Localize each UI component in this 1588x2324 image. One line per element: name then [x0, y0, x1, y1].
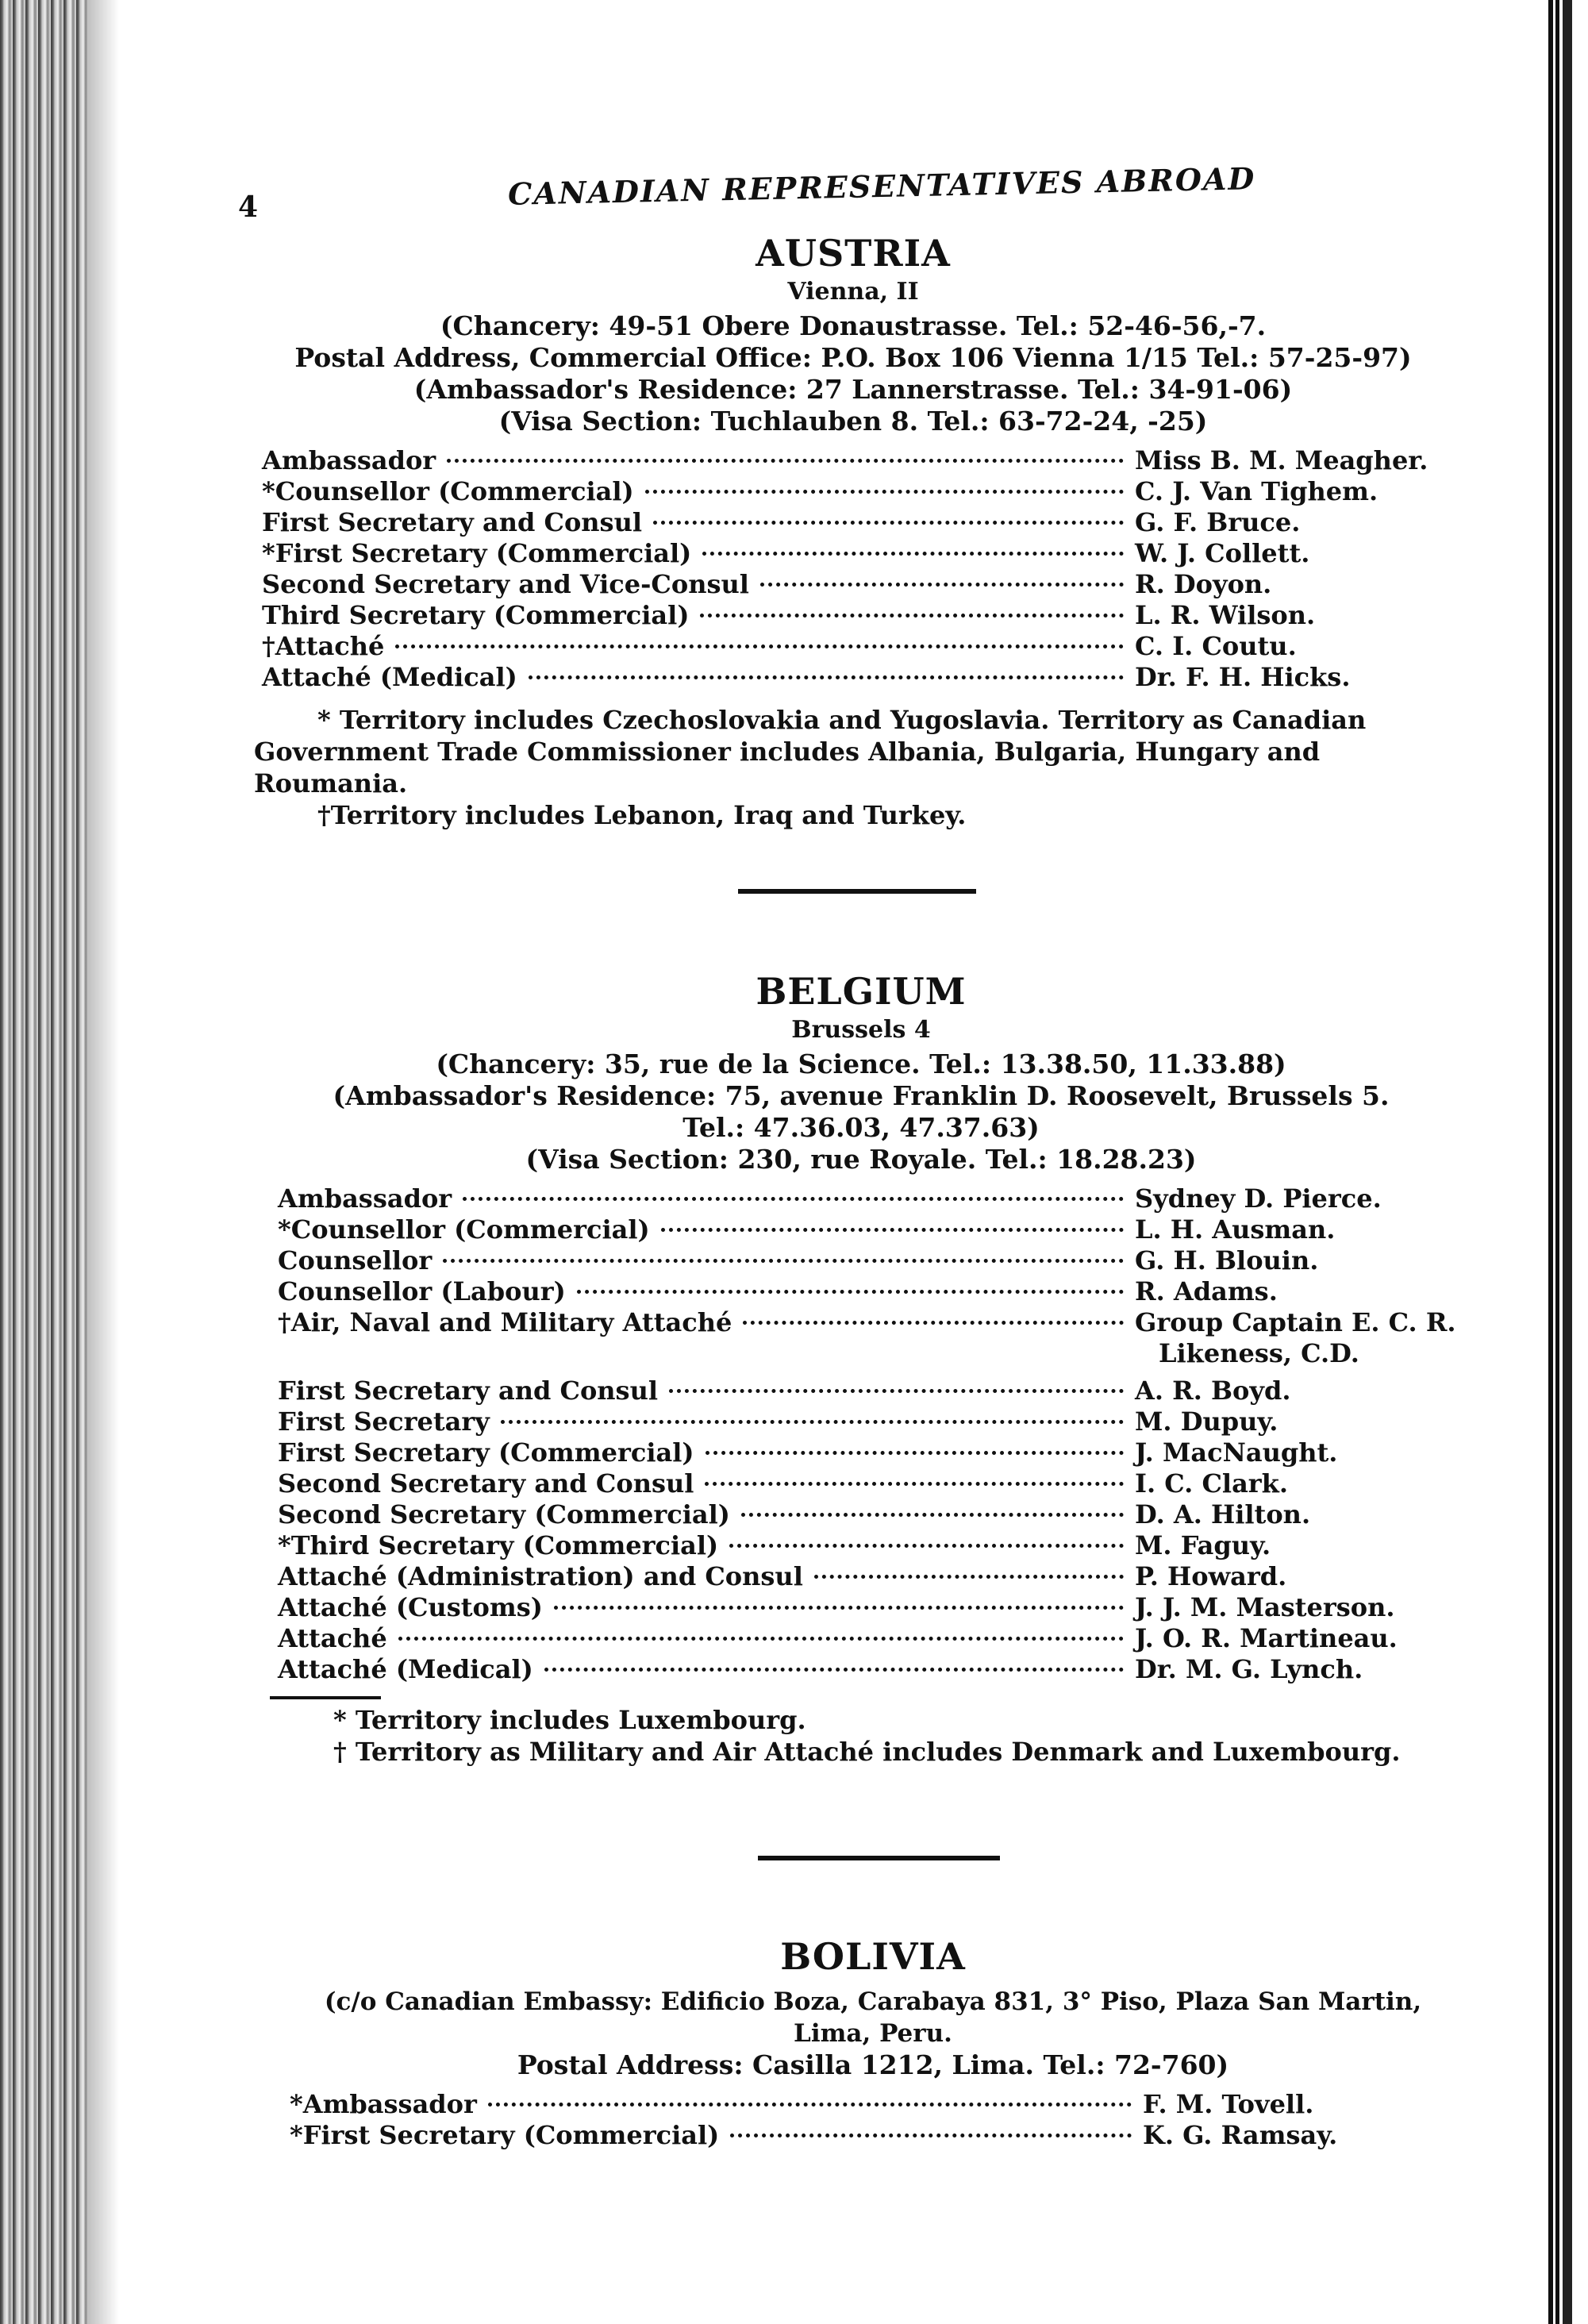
running-head: CANADIAN REPRESENTATIVES ABROAD — [507, 160, 1256, 212]
staff-name: R. Doyon. — [1135, 569, 1272, 599]
section-austria — [254, 232, 1452, 831]
leader-dots — [730, 2134, 1132, 2137]
leader-dots — [705, 1482, 1124, 1486]
staff-list — [254, 445, 1452, 693]
city-heading: Vienna, II — [787, 278, 919, 306]
staff-title: †Air, Naval and Military Attaché — [278, 1307, 732, 1337]
staff-row — [278, 1183, 1452, 1214]
staff-row — [278, 1406, 1452, 1437]
staff-name: K. G. Ramsay. — [1143, 2120, 1338, 2150]
staff-name: M. Faguy. — [1135, 1530, 1271, 1560]
staff-row — [278, 1530, 1452, 1561]
staff-name: Sydney D. Pierce. — [1135, 1183, 1382, 1214]
country-heading: AUSTRIA — [756, 232, 951, 275]
staff-row — [262, 662, 1452, 693]
leader-dots — [398, 1637, 1124, 1641]
staff-name: G. F. Bruce. — [1135, 507, 1301, 537]
staff-name: Likeness, C.D. — [1159, 1338, 1359, 1368]
address-line: Tel.: 47.36.03, 47.37.63) — [682, 1112, 1040, 1143]
staff-row — [278, 1592, 1452, 1623]
staff-name: L. H. Ausman. — [1135, 1214, 1336, 1245]
staff-row — [278, 1276, 1452, 1307]
staff-row — [278, 1468, 1452, 1499]
staff-name: J. O. R. Martineau. — [1135, 1623, 1398, 1653]
staff-title: Second Secretary and Consul — [278, 1468, 694, 1499]
staff-title: *Counsellor (Commercial) — [262, 476, 634, 506]
footnote-rule — [270, 1696, 381, 1699]
leader-dots — [577, 1290, 1124, 1294]
scan-shadow-left — [87, 0, 119, 2324]
address-line: (Ambassador's Residence: 27 Lannerstrasse. Tel.: 34-91-06) — [413, 374, 1293, 405]
page-number: 4 — [238, 190, 259, 224]
staff-name: P. Howard. — [1135, 1561, 1287, 1591]
staff-name: M. Dupuy. — [1135, 1406, 1278, 1437]
staff-name: J. J. M. Masterson. — [1135, 1592, 1395, 1622]
scan-binding-edge-right — [1548, 0, 1572, 2324]
leader-dots — [645, 490, 1124, 494]
address-block — [286, 1986, 1460, 2081]
staff-row — [278, 1307, 1456, 1338]
staff-title: *Third Secretary (Commercial) — [278, 1530, 719, 1560]
staff-title: Ambassador — [278, 1183, 452, 1214]
staff-title: Attaché (Customs) — [278, 1592, 543, 1622]
leader-dots — [729, 1544, 1124, 1548]
city-heading: Brussels 4 — [791, 1016, 931, 1044]
staff-name: W. J. Collett. — [1135, 538, 1310, 568]
staff-row-continuation — [278, 1338, 1452, 1369]
address-line: Postal Address: Casilla 1212, Lima. Tel.: 72-760) — [517, 2049, 1229, 2080]
staff-name: Dr. F. H. Hicks. — [1135, 662, 1351, 692]
footnote: * Territory includes Luxembourg. — [333, 1705, 806, 1735]
address-line: Postal Address, Commercial Office: P.O. Box 106 Vienna 1/15 Tel.: 57-25-97) — [294, 342, 1412, 373]
leader-dots — [706, 1451, 1124, 1455]
footnote: † Territory as Military and Air Attaché includes Denmark and Luxembourg. — [333, 1737, 1401, 1767]
staff-title: Second Secretary and Vice-Consul — [262, 569, 749, 599]
staff-title: *First Secretary (Commercial) — [290, 2120, 720, 2150]
address-line: (c/o Canadian Embassy: Edificio Boza, Carabaya 831, 3° Piso, Plaza San Martin, Lima, Peru. — [324, 1987, 1422, 2048]
leader-dots — [669, 1389, 1124, 1393]
address-line: (Visa Section: Tuchlauben 8. Tel.: 63-72-24, -25) — [498, 406, 1208, 437]
staff-row — [278, 1654, 1452, 1685]
staff-row — [262, 476, 1452, 507]
staff-row — [262, 507, 1452, 538]
staff-title: Counsellor — [278, 1245, 433, 1276]
staff-title: Ambassador — [262, 445, 436, 475]
footnote: †Territory includes Lebanon, Iraq and Turkey. — [317, 800, 967, 830]
leader-dots — [741, 1513, 1124, 1517]
staff-title: Attaché (Administration) and Consul — [278, 1561, 803, 1591]
leader-dots — [814, 1575, 1124, 1579]
section-divider — [758, 1856, 1000, 1860]
staff-title: *First Secretary (Commercial) — [262, 538, 692, 568]
staff-name: Dr. M. G. Lynch. — [1135, 1654, 1363, 1684]
leader-dots — [463, 1197, 1124, 1201]
country-heading: BOLIVIA — [780, 1935, 966, 1978]
staff-title: First Secretary — [278, 1406, 490, 1437]
leader-dots — [501, 1420, 1124, 1424]
staff-row — [278, 1499, 1452, 1530]
leader-dots — [702, 552, 1124, 556]
staff-name: C. J. Van Tighem. — [1135, 476, 1378, 506]
leader-dots — [760, 583, 1124, 587]
address-line: (Chancery: 35, rue de la Science. Tel.: 13.38.50, 11.33.88) — [436, 1048, 1286, 1079]
staff-title: †Attaché — [262, 631, 385, 661]
leader-dots — [661, 1228, 1124, 1232]
staff-title: *Ambassador — [290, 2089, 477, 2119]
footnote: * Territory includes Czechoslovakia and Yugoslavia. Territory as Canadian Government Trade Commissioner includes Albania, Bulgaria, Hungary and Roumania. — [254, 705, 1367, 798]
section-belgium — [270, 970, 1456, 1768]
staff-title: First Secretary and Consul — [278, 1376, 658, 1406]
staff-row — [278, 1623, 1452, 1654]
staff-name: C. I. Coutu. — [1135, 631, 1297, 661]
staff-title: First Secretary and Consul — [262, 507, 642, 537]
staff-name: A. R. Boyd. — [1135, 1376, 1291, 1406]
staff-name: J. MacNaught. — [1135, 1437, 1338, 1468]
staff-row — [262, 631, 1452, 662]
address-block — [270, 1048, 1452, 1175]
staff-title: Attaché (Medical) — [278, 1654, 533, 1684]
address-block — [254, 310, 1452, 437]
section-divider — [738, 889, 976, 894]
leader-dots — [447, 459, 1124, 463]
staff-list — [270, 1183, 1456, 1685]
staff-row — [278, 1245, 1452, 1276]
staff-row — [262, 569, 1452, 600]
staff-row — [290, 2120, 1460, 2151]
address-line: (Visa Section: 230, rue Royale. Tel.: 18.28.23) — [525, 1144, 1197, 1175]
staff-name: R. Adams. — [1135, 1276, 1278, 1306]
footnotes — [254, 704, 1452, 831]
scan-binding-edge-left — [0, 0, 87, 2324]
staff-title: Attaché (Medical) — [262, 662, 517, 692]
staff-row — [278, 1376, 1452, 1406]
leader-dots — [395, 644, 1124, 648]
staff-title: Counsellor (Labour) — [278, 1276, 566, 1306]
staff-name: F. M. Tovell. — [1143, 2089, 1314, 2119]
section-bolivia — [286, 1935, 1460, 2151]
staff-row — [262, 538, 1452, 569]
leader-dots — [653, 521, 1124, 525]
staff-name: I. C. Clark. — [1135, 1468, 1288, 1499]
staff-row — [278, 1437, 1452, 1468]
staff-title: *Counsellor (Commercial) — [278, 1214, 650, 1245]
leader-dots — [554, 1606, 1124, 1610]
staff-title: Third Secretary (Commercial) — [262, 600, 690, 630]
staff-row — [278, 1214, 1452, 1245]
staff-row — [262, 600, 1452, 631]
leader-dots — [700, 614, 1124, 618]
staff-row — [262, 445, 1452, 476]
staff-name: G. H. Blouin. — [1135, 1245, 1319, 1276]
staff-row — [290, 2089, 1460, 2120]
leader-dots — [488, 2103, 1132, 2107]
staff-title: Second Secretary (Commercial) — [278, 1499, 730, 1529]
staff-title: First Secretary (Commercial) — [278, 1437, 694, 1468]
footnotes — [270, 1696, 1452, 1768]
staff-name: L. R. Wilson. — [1135, 600, 1316, 630]
address-line: (Ambassador's Residence: 75, avenue Franklin D. Roosevelt, Brussels 5. — [333, 1080, 1390, 1111]
staff-name: Group Captain E. C. R. — [1135, 1307, 1456, 1337]
staff-row — [278, 1561, 1452, 1592]
address-line: (Chancery: 49-51 Obere Donaustrasse. Tel.: 52-46-56,-7. — [440, 310, 1267, 341]
leader-dots — [743, 1321, 1124, 1325]
country-heading: BELGIUM — [756, 970, 967, 1013]
staff-list — [286, 2089, 1460, 2151]
leader-dots — [529, 675, 1124, 679]
leader-dots — [544, 1668, 1124, 1672]
staff-name: D. A. Hilton. — [1135, 1499, 1311, 1529]
staff-name: Miss B. M. Meagher. — [1135, 445, 1428, 475]
staff-title: Attaché — [278, 1623, 387, 1653]
leader-dots — [443, 1259, 1124, 1263]
